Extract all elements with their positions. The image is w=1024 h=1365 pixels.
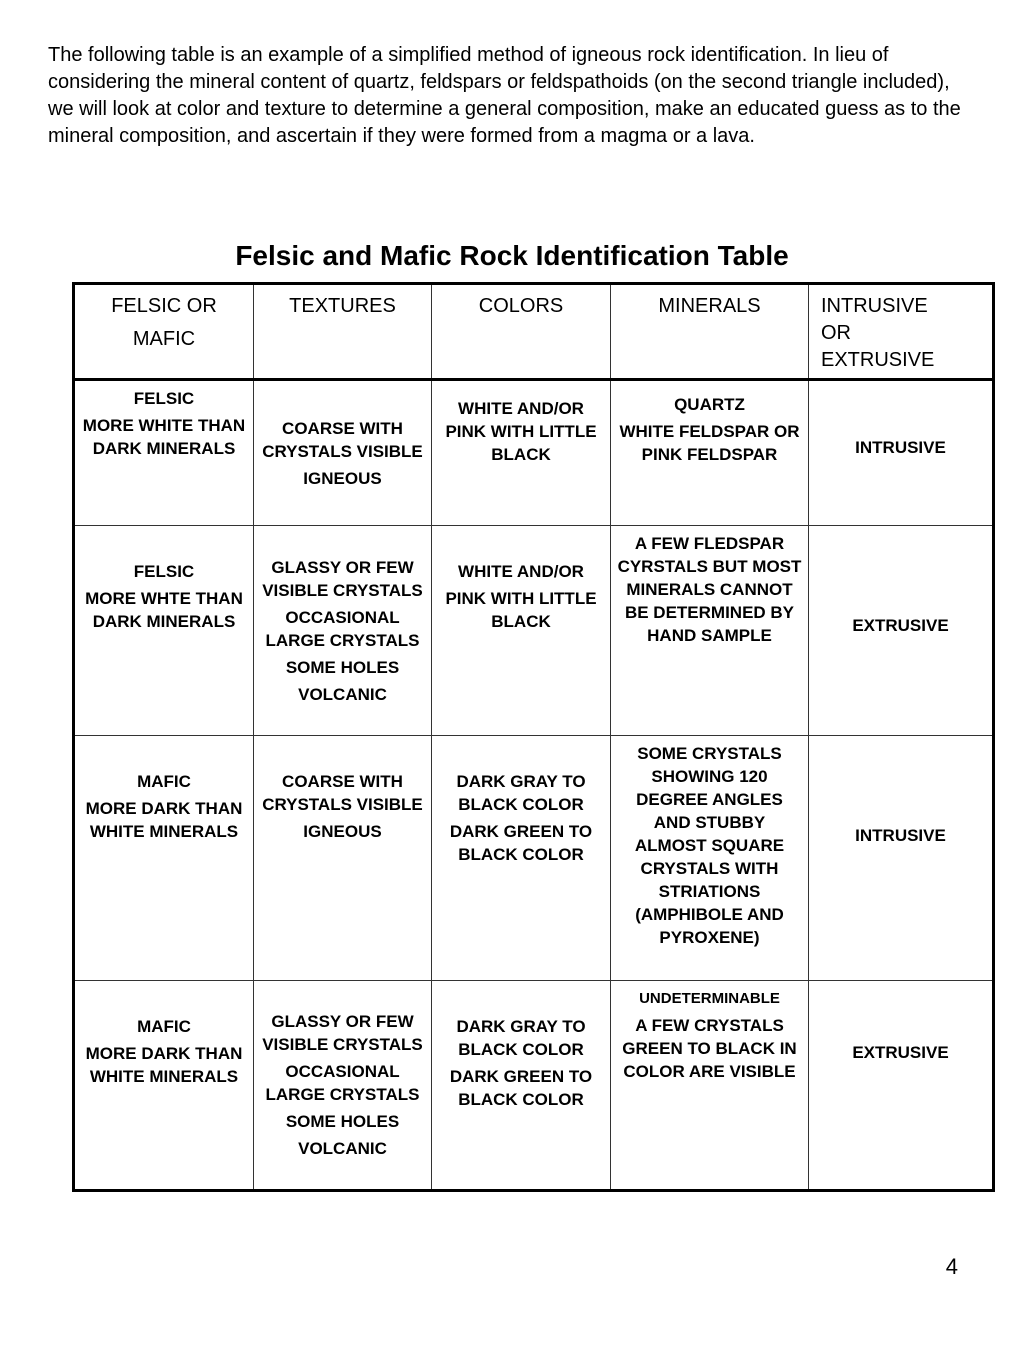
composition-description: MORE DARK THAN WHITE MINERALS — [85, 799, 243, 841]
origin-cell: EXTRUSIVE — [809, 981, 994, 1191]
intro-paragraph: The following table is an example of a simplified method of igneous rock identification. In lieu of considering the mineral content of quartz, feldspars or feldspathoids (on the second triangle included), we will look at color and texture to determine a general composition, make an educated guess as to the mineral composition, and ascertain if they were formed from a magma or a lava. — [48, 44, 961, 147]
colors-cell — [432, 736, 611, 981]
color-line: DARK GREEN TO BLACK COLOR — [449, 822, 593, 864]
mineral-line: UNDETERMINABLE — [639, 990, 780, 1007]
composition-type: MAFIC — [137, 772, 191, 791]
header-origin-line-2: OR — [821, 322, 851, 344]
color-line: PINK WITH LITTLE BLACK — [445, 589, 597, 631]
header-composition-line-2: MAFIC — [132, 328, 196, 350]
header-colors: COLORS — [432, 284, 611, 380]
header-composition-line-1: FELSIC OR — [111, 295, 217, 317]
texture-line: OCCASIONAL LARGE CRYSTALS — [265, 1062, 420, 1104]
header-origin-line-3: EXTRUSIVE — [821, 349, 935, 371]
table-row — [74, 981, 994, 1191]
color-line: WHITE AND/OR — [458, 562, 584, 581]
colors-cell — [432, 981, 611, 1191]
rock-identification-table — [72, 282, 995, 1192]
header-textures: TEXTURES — [254, 284, 432, 380]
composition-description: MORE DARK THAN WHITE MINERALS — [85, 1044, 243, 1086]
header-composition — [74, 284, 254, 380]
header-minerals: MINERALS — [611, 284, 809, 380]
textures-cell — [254, 981, 432, 1191]
composition-description: MORE WHITE THAN DARK MINERALS — [82, 416, 246, 458]
composition-type: MAFIC — [137, 1017, 191, 1036]
texture-line: VOLCANIC — [298, 684, 387, 704]
table-row — [74, 526, 994, 736]
colors-cell — [432, 526, 611, 736]
mineral-line: A FEW CRYSTALS GREEN TO BLACK IN COLOR ARE VISIBLE — [622, 1016, 797, 1081]
textures-cell — [254, 526, 432, 736]
color-line: DARK GREEN TO BLACK COLOR — [449, 1067, 593, 1109]
textures-cell — [254, 736, 432, 981]
texture-line: COARSE WITH CRYSTALS VISIBLE — [262, 418, 423, 461]
composition-type: FELSIC — [133, 562, 195, 581]
composition-cell — [74, 526, 254, 736]
header-row — [74, 284, 994, 380]
color-line: DARK GRAY TO BLACK COLOR — [456, 772, 586, 814]
table-row — [74, 380, 994, 526]
composition-type: FELSIC — [133, 389, 195, 408]
texture-line: SOME HOLES — [285, 1112, 400, 1131]
origin-cell: INTRUSIVE — [809, 380, 994, 526]
origin-cell: EXTRUSIVE — [809, 526, 994, 736]
mineral-line: A FEW FLEDSPAR CYRSTALS BUT MOST MINERALS CANNOT BE DETERMINED BY HAND SAMPLE — [617, 534, 802, 645]
minerals-cell — [611, 736, 809, 981]
texture-line: OCCASIONAL LARGE CRYSTALS — [265, 607, 420, 650]
origin-cell: INTRUSIVE — [809, 736, 994, 981]
colors-cell — [432, 380, 611, 526]
texture-line: SOME HOLES — [285, 657, 400, 677]
table-row — [74, 736, 994, 981]
mineral-line: SOME CRYSTALS SHOWING 120 DEGREE ANGLES AND STUBBY ALMOST SQUARE CRYSTALS WITH STRIATIONS (AMPHIBOLE AND PYROXENE) — [634, 744, 785, 947]
minerals-cell — [611, 526, 809, 736]
composition-cell — [74, 981, 254, 1191]
header-origin — [809, 284, 994, 380]
mineral-line: QUARTZ — [674, 395, 745, 414]
mineral-line: WHITE FELDSPAR OR PINK FELDSPAR — [619, 422, 800, 464]
page-number: 4 — [945, 1254, 958, 1279]
minerals-cell — [611, 981, 809, 1191]
composition-cell — [74, 736, 254, 981]
table-title: Felsic and Mafic Rock Identification Table — [235, 240, 789, 271]
color-line: WHITE AND/OR PINK WITH LITTLE BLACK — [445, 399, 597, 464]
texture-line: GLASSY OR FEW VISIBLE CRYSTALS — [262, 557, 423, 600]
texture-line: COARSE WITH CRYSTALS VISIBLE — [262, 772, 423, 814]
texture-line: IGNEOUS — [303, 468, 382, 488]
texture-line: VOLCANIC — [298, 1139, 387, 1158]
minerals-cell — [611, 380, 809, 526]
texture-line: IGNEOUS — [303, 822, 382, 841]
composition-cell — [74, 380, 254, 526]
textures-cell — [254, 380, 432, 526]
color-line: DARK GRAY TO BLACK COLOR — [456, 1017, 586, 1059]
texture-line: GLASSY OR FEW VISIBLE CRYSTALS — [262, 1012, 423, 1054]
composition-description: MORE WHTE THAN DARK MINERALS — [85, 589, 243, 631]
header-origin-line-1: INTRUSIVE — [821, 295, 928, 317]
